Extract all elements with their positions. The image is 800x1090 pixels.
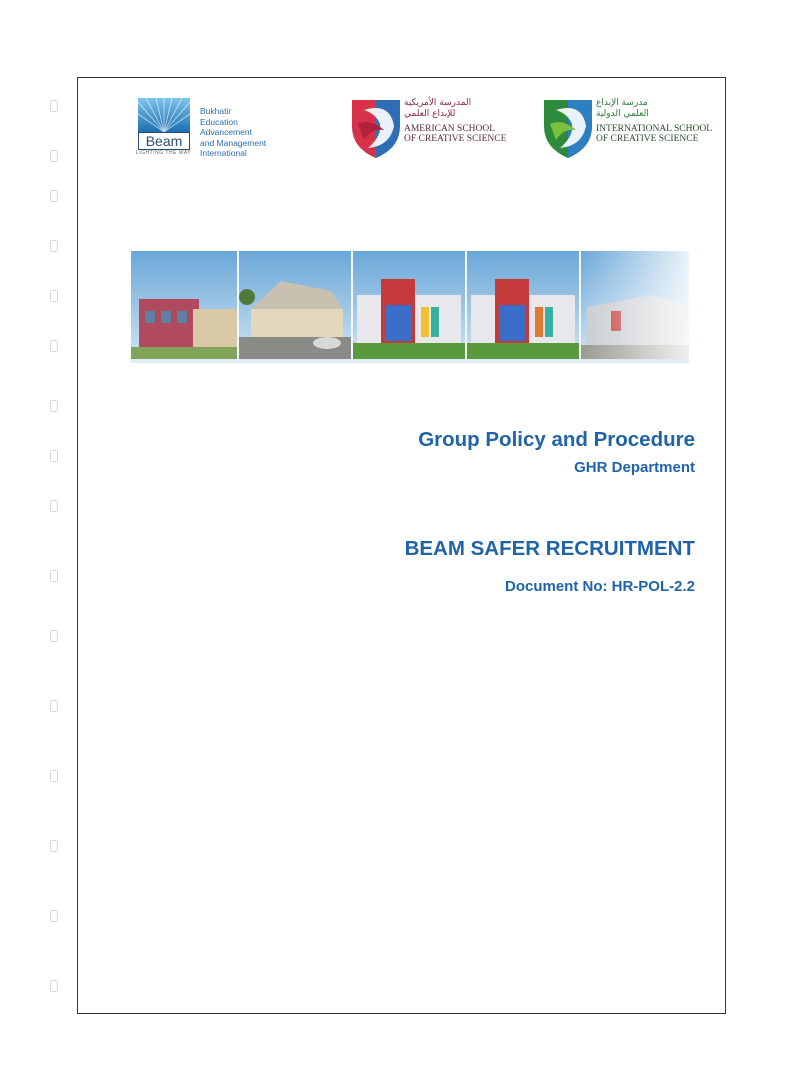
international-school-logo	[542, 96, 712, 166]
beam-tagline: LIGHTING THE WAY	[136, 150, 192, 156]
isc-arabic-line-2: العلمي الدولية	[596, 109, 649, 119]
photo-school-building-1	[131, 251, 237, 359]
photo-school-building-5	[581, 251, 689, 359]
beam-full-name: Bukhatir Education Advancement and Management International	[200, 106, 267, 158]
asc-english-line-1: AMERICAN SCHOOL	[404, 124, 496, 134]
isc-shield-icon	[542, 96, 594, 160]
department-name: GHR Department	[574, 459, 695, 476]
asc-arabic-line-2: للإبداع العلمي	[404, 109, 456, 119]
asc-arabic-line-1: المدرسة الأمريكية	[404, 98, 472, 108]
photo-school-building-3	[353, 251, 465, 359]
school-photo-banner	[131, 251, 689, 363]
photo-school-building-4	[467, 251, 579, 359]
beam-logo	[134, 98, 294, 158]
document-title: Group Policy and Procedure	[418, 428, 695, 451]
policy-name: BEAM SAFER RECRUITMENT	[404, 537, 695, 560]
american-school-logo	[350, 96, 520, 166]
isc-english-line-1: INTERNATIONAL SCHOOL	[596, 124, 713, 134]
binder-punch-holes	[46, 70, 66, 1030]
isc-arabic-line-1: مدرسة الإبداع	[596, 98, 648, 108]
asc-shield-icon	[350, 96, 402, 160]
photo-school-building-2	[239, 251, 351, 359]
cover-page	[77, 77, 726, 1014]
beam-wordmark: Beam	[138, 132, 190, 150]
asc-english-line-2: OF CREATIVE SCIENCE	[404, 134, 507, 144]
isc-english-line-2: OF CREATIVE SCIENCE	[596, 134, 699, 144]
document-number: Document No: HR-POL-2.2	[504, 578, 695, 595]
